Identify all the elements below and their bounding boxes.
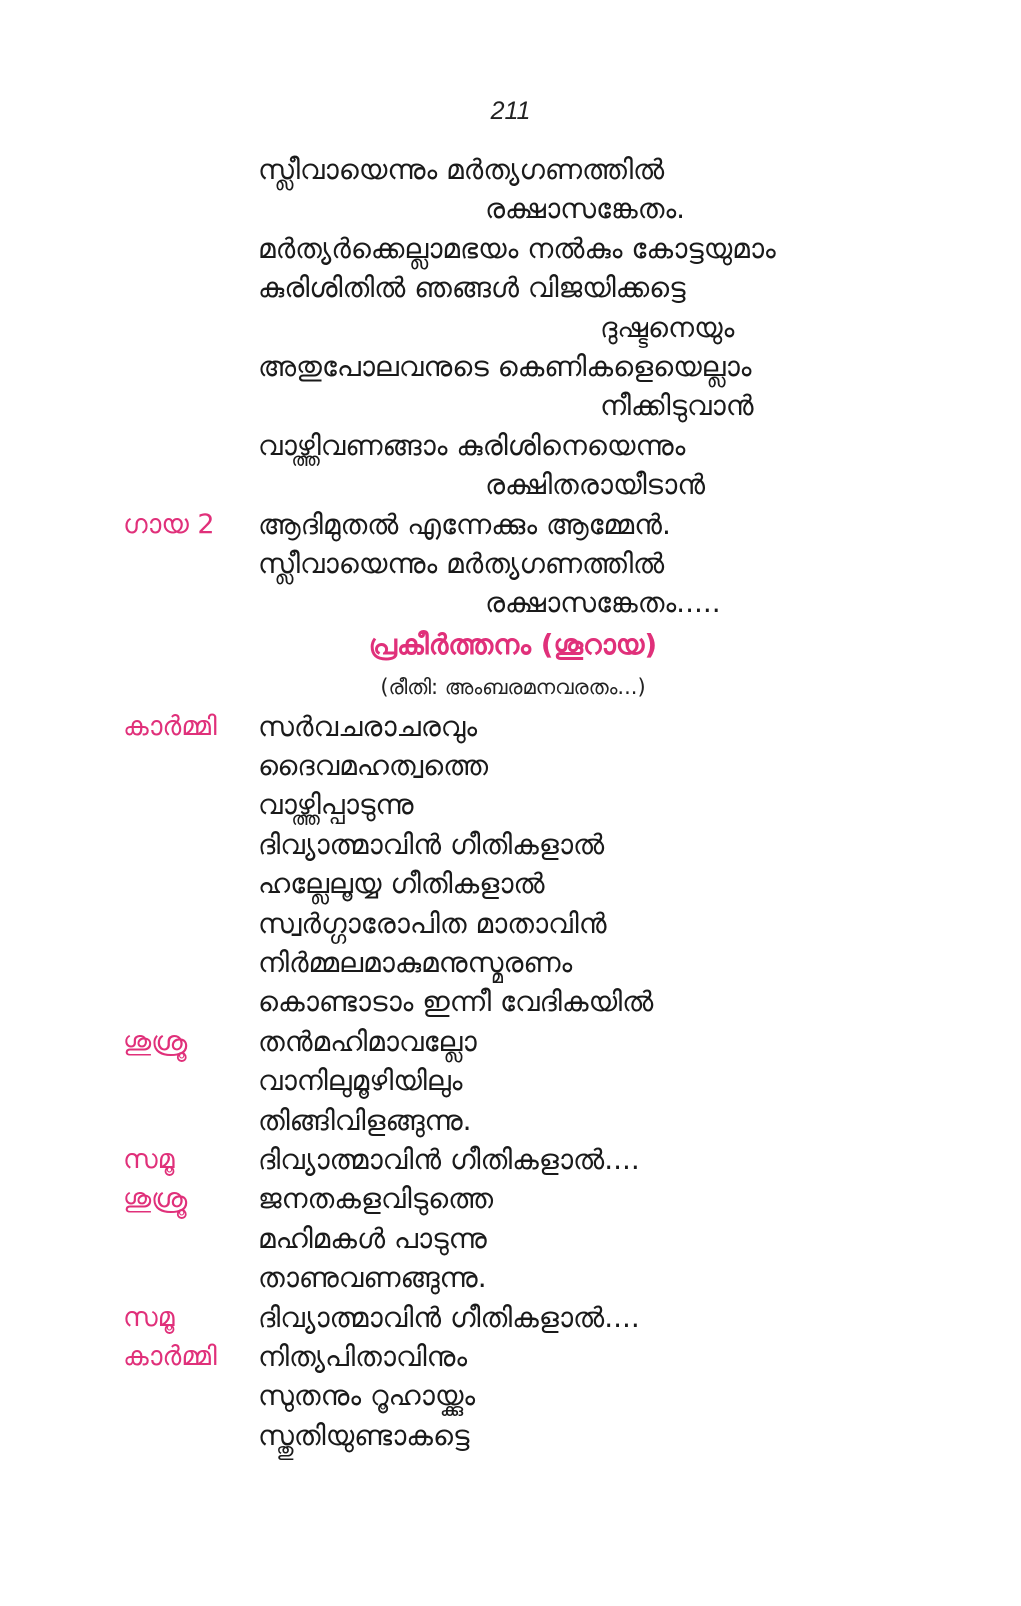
verse-line <box>0 1061 1021 1100</box>
verse-text: ജനതകളവിടുത്തെ <box>258 1182 494 1216</box>
verse-text: വാനിലുമൂഴിയിലും <box>258 1064 463 1098</box>
verse-text: ദിവ്യാത്മാവിൻ ഗീതികളാൽ.... <box>258 1300 640 1334</box>
verse-line <box>0 943 1021 982</box>
verse-line <box>0 1376 1021 1415</box>
verse-text: വാഴ്ത്തിപ്പാടുന്നു <box>258 788 414 822</box>
verse-text: വാഴ്ത്തിവണങ്ങാം കുരിശിനെയെന്നും <box>258 428 686 462</box>
verse-line <box>0 347 1021 386</box>
verse-line <box>0 583 1021 622</box>
verse-text: സ്ലീവായെന്നും മർത്യഗണത്തിൽ <box>258 546 665 580</box>
verse-text: സ്ലീവായെന്നും മർത്യഗണത്തിൽ <box>258 153 665 186</box>
verse-line <box>0 426 1021 465</box>
verse-line <box>0 189 1021 228</box>
verse-line <box>0 308 1021 347</box>
verse-line <box>0 707 1021 746</box>
speaker-label: ശുശ്രൂ <box>123 1025 188 1057</box>
speaker-label: കാർമ്മി <box>123 710 217 742</box>
speaker-label: ശുശ്രൂ <box>123 1183 188 1215</box>
verse-line <box>0 1219 1021 1258</box>
verse-line <box>0 1298 1021 1337</box>
verse-text: ദുഷ്ടനെയും <box>600 310 735 344</box>
verse-line <box>0 465 1021 504</box>
verse-line <box>0 1140 1021 1179</box>
verse-text: തിങ്ങിവിളങ്ങുന്നു. <box>258 1103 472 1137</box>
verse-text: നീക്കിടുവാൻ <box>600 389 754 423</box>
verse-text: നിർമ്മലമാകുമനുസ്മരണം <box>258 946 573 980</box>
verse-line <box>0 1022 1021 1061</box>
verse-text: കൊണ്ടാടാം ഇന്നീ വേദികയിൽ <box>258 985 654 1019</box>
verse-text: താണുവണങ്ങുന്നു. <box>258 1261 487 1295</box>
verse-text: ആദിമുതൽ എന്നേക്കും ആമ്മേൻ. <box>258 507 671 541</box>
speaker-label: ഗായ 2 <box>123 508 215 540</box>
speaker-label: സമൂ <box>123 1301 175 1333</box>
verse-line <box>0 268 1021 307</box>
verse-text: തൻമഹിമാവല്ലോ <box>258 1024 477 1058</box>
hymn-section-2 <box>0 707 1021 1455</box>
verse-line <box>0 864 1021 903</box>
verse-line <box>0 150 1021 189</box>
tune-note: (രീതി: അംബരമനവരതം...) <box>380 674 646 699</box>
verse-text: രക്ഷിതരായീടാൻ <box>485 468 706 502</box>
verse-text: നിത്യപിതാവിനും <box>258 1339 468 1373</box>
verse-text: സർവചരാചരവും <box>258 709 478 743</box>
verse-text: സുതനും റൂഹായ്ക്കും <box>258 1379 476 1413</box>
verse-line <box>0 1258 1021 1297</box>
liturgy-text <box>0 150 1021 1455</box>
verse-text: മർത്യർക്കെല്ലാമഭയം നൽകും കോട്ടയുമാം <box>258 231 776 265</box>
verse-line <box>0 229 1021 268</box>
verse-text: ദിവ്യാത്മാവിൻ ഗീതികളാൽ.... <box>258 1142 640 1176</box>
verse-text: കുരിശിതിൽ ഞങ്ങൾ വിജയിക്കട്ടെ <box>258 271 686 305</box>
verse-line <box>0 982 1021 1021</box>
verse-line <box>0 785 1021 824</box>
verse-line <box>0 1337 1021 1376</box>
verse-text: രക്ഷാസങ്കേതം..... <box>485 586 721 620</box>
verse-line <box>0 1101 1021 1140</box>
verse-text: രക്ഷാസങ്കേതം. <box>485 192 686 226</box>
verse-line <box>0 505 1021 544</box>
verse-text: ദൈവമഹത്വത്തെ <box>258 749 489 783</box>
verse-line <box>0 386 1021 425</box>
verse-text: മഹിമകൾ പാടുന്നു <box>258 1221 487 1255</box>
verse-line <box>0 825 1021 864</box>
verse-line <box>0 746 1021 785</box>
hymn-section-1 <box>0 150 1021 623</box>
verse-line <box>0 1416 1021 1455</box>
speaker-label: കാർമ്മി <box>123 1340 217 1372</box>
verse-text: അതുപോലവനുടെ കെണികളെയെല്ലാം <box>258 349 752 383</box>
page-number: 211 <box>490 97 531 125</box>
verse-text: ഹല്ലേലൂയ്യ ഗീതികളാൽ <box>258 867 545 901</box>
verse-line <box>0 904 1021 943</box>
verse-line <box>0 1179 1021 1218</box>
verse-text: സ്തുതിയുണ്ടാകട്ടെ <box>258 1418 470 1452</box>
verse-text: ദിവ്യാത്മാവിൻ ഗീതികളാൽ <box>258 827 605 861</box>
verse-line <box>0 544 1021 583</box>
verse-text: സ്വർഗ്ഗാരോപിത മാതാവിൻ <box>258 906 607 940</box>
section-heading: പ്രകീർത്തനം (ശൂറായ) <box>368 627 658 661</box>
speaker-label: സമൂ <box>123 1143 175 1175</box>
